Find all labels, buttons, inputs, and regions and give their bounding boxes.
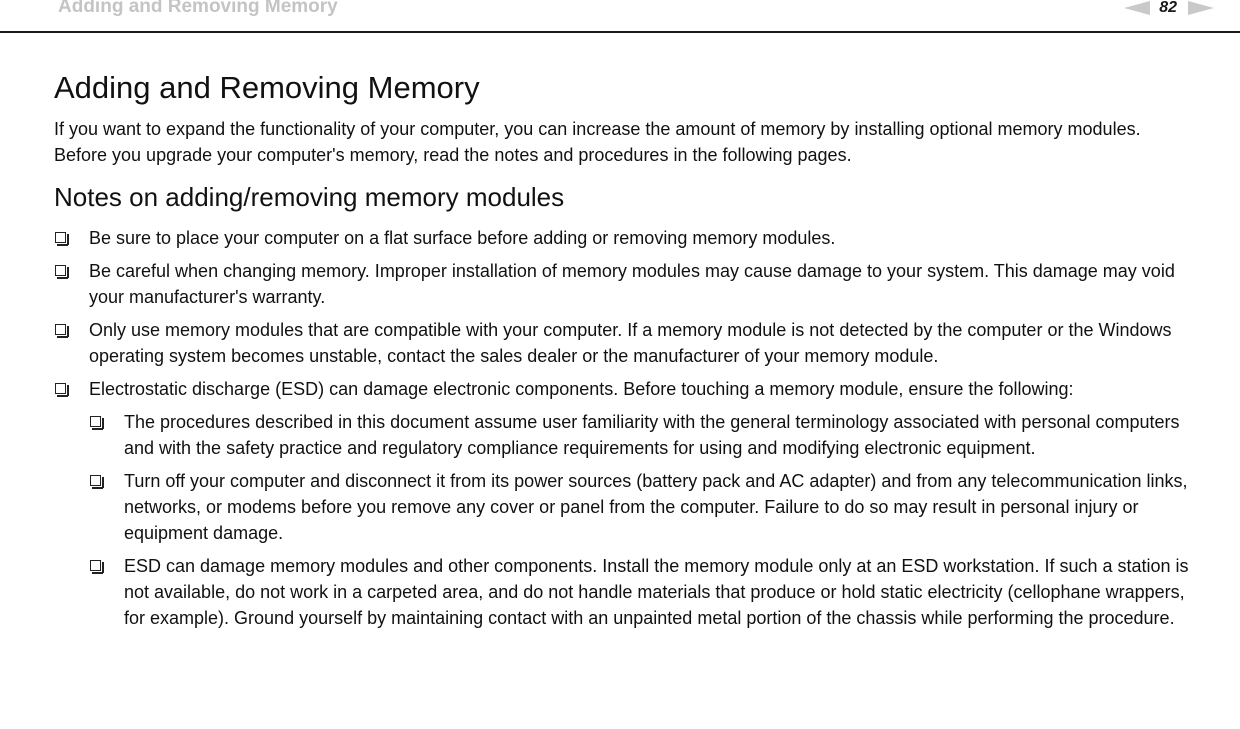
note-text: Be careful when changing memory. Improper installation of memory modules may cause damage to your system. This damage may void your manufacturer's warranty. bbox=[89, 261, 1175, 307]
page-number: 82 bbox=[1159, 0, 1177, 16]
checkbox-bullet-icon bbox=[90, 560, 101, 571]
list-item bbox=[54, 225, 1190, 251]
list-item bbox=[54, 376, 1190, 631]
page-navigation bbox=[1124, 0, 1214, 19]
note-text: Electrostatic discharge (ESD) can damage electronic components. Before touching a memory module, ensure the following: bbox=[89, 379, 1074, 399]
intro-paragraph: If you want to expand the functionality of your computer, you can increase the amount of memory by installing optional memory modules. Before you upgrade your computer's memory, read the notes and procedures in the following pages. bbox=[54, 119, 1141, 165]
page-header bbox=[0, 0, 1240, 33]
checkbox-bullet-icon bbox=[90, 475, 101, 486]
sub-list-item bbox=[89, 468, 1190, 546]
notes-list bbox=[54, 225, 1190, 631]
list-item bbox=[54, 258, 1190, 310]
section-title: Notes on adding/removing memory modules bbox=[54, 182, 565, 212]
header-title: Adding and Removing Memory bbox=[58, 0, 338, 17]
page-title: Adding and Removing Memory bbox=[54, 70, 480, 105]
sub-list-item bbox=[89, 553, 1190, 631]
checkbox-bullet-icon bbox=[90, 416, 101, 427]
sub-list-item bbox=[89, 409, 1190, 461]
list-item bbox=[54, 317, 1190, 369]
previous-page-arrow-icon[interactable] bbox=[1124, 1, 1150, 15]
checkbox-bullet-icon bbox=[55, 232, 66, 243]
sub-note-text: ESD can damage memory modules and other components. Install the memory module only at an ESD workstation. If such a station is not available, do not work in a carpeted area, and do not handle materials that produce or hold static electricity (cellophane wrappers, for example). Ground yourself by maintaining contact with an unpainted metal portion of the chassis while performing the procedure. bbox=[124, 556, 1189, 628]
sub-note-text: Turn off your computer and disconnect it from its power sources (battery pack and AC adapter) and from any telecommunication links, networks, or modems before you remove any cover or panel from the computer. Failure to do so may result in personal injury or equipment damage. bbox=[124, 471, 1188, 543]
esd-sublist bbox=[89, 409, 1190, 631]
next-page-arrow-icon[interactable] bbox=[1188, 1, 1214, 15]
sub-note-text: The procedures described in this document assume user familiarity with the general terminology associated with personal computers and with the safety practice and regulatory compliance requirements for using and modifying electronic equipment. bbox=[124, 412, 1180, 458]
main-content bbox=[54, 67, 1190, 638]
checkbox-bullet-icon bbox=[55, 265, 66, 276]
checkbox-bullet-icon bbox=[55, 383, 66, 394]
note-text: Only use memory modules that are compatible with your computer. If a memory module is not detected by the computer or the Windows operating system becomes unstable, contact the sales dealer or the manufacturer of your memory module. bbox=[89, 320, 1172, 366]
checkbox-bullet-icon bbox=[55, 324, 66, 335]
note-text: Be sure to place your computer on a flat surface before adding or removing memory modules. bbox=[89, 228, 836, 248]
